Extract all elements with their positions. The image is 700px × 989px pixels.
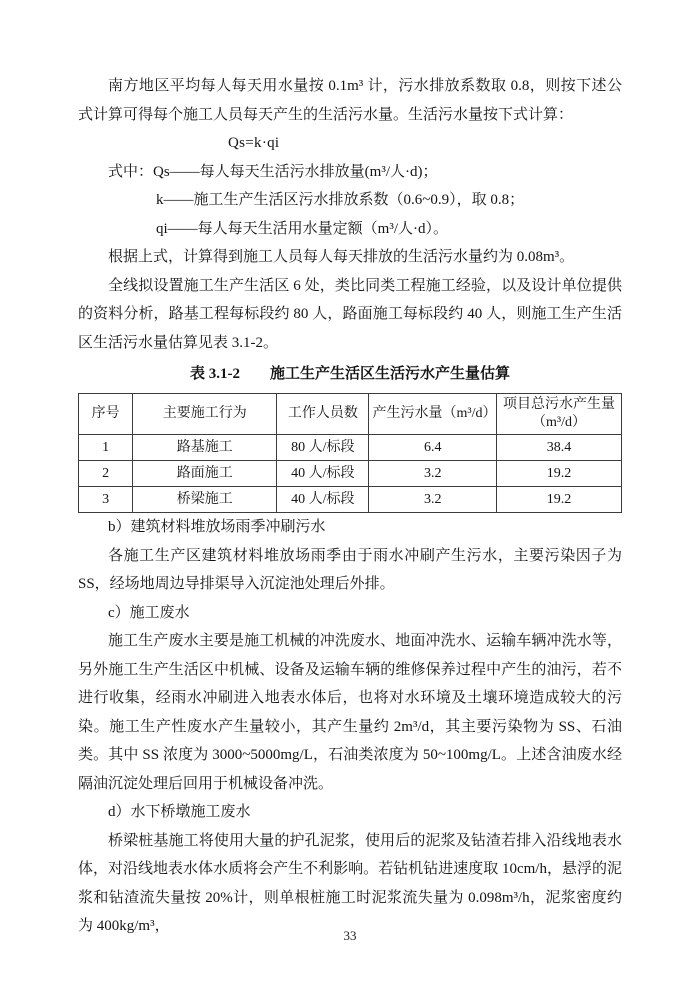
table-cell: 3.2 bbox=[369, 461, 497, 487]
table-header-cell: 工作人员数 bbox=[277, 394, 369, 435]
table-cell: 40 人/标段 bbox=[277, 487, 369, 513]
table-header-cell: 项目总污水产生量（m³/d） bbox=[497, 394, 622, 435]
section-paragraph-d: 桥梁桩基施工将使用大量的护孔泥浆，使用后的泥浆及钻渣若排入沿线地表水体，对沿线地表水体水质将会产生不利影响。若钻机钻进速度取 10cm/h，悬浮的泥浆和钻渣流失量按 20%计，则单根桩施工时泥浆流失量为 0.098m³/h，泥浆密度约为 400kg/m³， bbox=[78, 832, 622, 934]
paragraph-intro: 南方地区平均每人每天用水量按 0.1m³ 计，污水排放系数取 0.8，则按下述公式计算可得每个施工人员每天产生的生活污水量。生活污水量按下式计算： bbox=[78, 78, 622, 123]
section-paragraph-c: 施工生产废水主要是施工机械的冲洗废水、地面冲洗水、运输车辆冲洗水等，另外施工生产生活区中机械、设备及运输车辆的维修保养过程中产生的油污，若不进行收集，经雨水冲刷进入地表水体后，也将对水环境及土壤环境造成较大的污染。施工生产性废水产生量较小，其产生量约 2m³/d，其主要污染物为 SS、石油类。其中 SS 浓度为 3000~5000mg/L，石油类浓度为 50~100mg/L。上述含油废水经隔油沉淀处理后回用于机械设备冲洗。 bbox=[78, 633, 622, 792]
table-cell: 80 人/标段 bbox=[277, 435, 369, 461]
table-header-row bbox=[79, 394, 622, 435]
table-caption-label: 表 3.1-2 bbox=[189, 366, 240, 382]
table-cell: 桥梁施工 bbox=[133, 487, 277, 513]
table-cell: 3.2 bbox=[369, 487, 497, 513]
table-cell: 40 人/标段 bbox=[277, 461, 369, 487]
table-row bbox=[79, 461, 622, 487]
section-heading-b: b）建筑材料堆放场雨季冲刷污水 bbox=[108, 519, 326, 535]
table-header-cell: 产生污水量（m³/d） bbox=[369, 394, 497, 435]
table-cell: 38.4 bbox=[497, 435, 622, 461]
table-cell: 3 bbox=[79, 487, 133, 513]
paragraph-result: 根据上式，计算得到施工人员每人每天排放的生活污水量约为 0.08m³。 bbox=[108, 249, 575, 265]
formula-definition-qi: qi——每人每天生活用水量定额（m³/人·d）。 bbox=[156, 220, 448, 237]
section-paragraph-b: 各施工生产区建筑材料堆放场雨季由于雨水冲刷产生污水，主要污染因子为 SS，经场地周边导排渠导入沉淀池处理后外排。 bbox=[78, 547, 622, 592]
formula-definition-k: k——施工生产生活区污水排放系数（0.6~0.9），取 0.8； bbox=[156, 192, 525, 208]
formula-definition-qs: 式中：Qs——每人每天生活污水排放量(m³/人·d)； bbox=[108, 163, 438, 180]
formula-qs: Qs=k·qi bbox=[228, 135, 280, 151]
section-heading-c: c）施工废水 bbox=[108, 604, 190, 621]
table-header-cell: 序号 bbox=[79, 394, 133, 435]
table-row bbox=[79, 435, 622, 461]
section-heading-d: d）水下桥墩施工废水 bbox=[108, 804, 251, 820]
table-cell: 6.4 bbox=[369, 435, 497, 461]
table-cell: 2 bbox=[79, 461, 133, 487]
paragraph-plan: 全线拟设置施工生产生活区 6 处，类比同类工程施工经验，以及设计单位提供的资料分析，路基工程每标段约 80 人，路面施工每标段约 40 人，则施工生产生活区生活污水量估算见表 3.1-2。 bbox=[78, 277, 622, 351]
table-caption bbox=[78, 362, 622, 386]
table-cell: 路基施工 bbox=[133, 435, 277, 461]
table-caption-title: 施工生产生活区生活污水产生量估算 bbox=[269, 366, 510, 382]
table-row bbox=[79, 487, 622, 513]
table-cell: 19.2 bbox=[497, 461, 622, 487]
page-number: 33 bbox=[343, 928, 357, 943]
sewage-estimate-table bbox=[78, 393, 622, 513]
table-header-cell: 主要施工行为 bbox=[133, 394, 277, 435]
table-cell: 路面施工 bbox=[133, 461, 277, 487]
table-cell: 19.2 bbox=[497, 487, 622, 513]
table-cell: 1 bbox=[79, 435, 133, 461]
